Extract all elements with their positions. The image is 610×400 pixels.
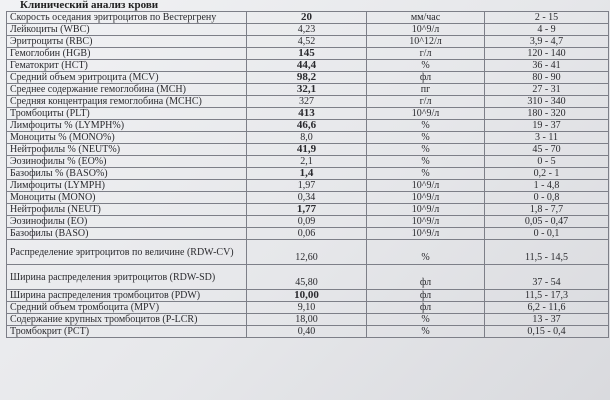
test-name-cell: Эозинофилы (EO) <box>7 216 247 228</box>
reference-range-cell: 2 - 15 <box>485 12 609 24</box>
reference-range-cell: 120 - 140 <box>485 48 609 60</box>
reference-range-cell: 0,05 - 0,47 <box>485 216 609 228</box>
table-row <box>7 156 609 168</box>
unit-cell: 10^9/л <box>367 24 485 36</box>
unit-cell: % <box>367 326 485 338</box>
table-row <box>7 120 609 132</box>
test-name-cell: Тромбокрит (PCT) <box>7 326 247 338</box>
reference-range-cell: 310 - 340 <box>485 96 609 108</box>
unit-cell: % <box>367 156 485 168</box>
test-name-cell: Базофилы % (BASO%) <box>7 168 247 180</box>
reference-range-cell: 1,8 - 7,7 <box>485 204 609 216</box>
result-value-cell: 32,1 <box>247 84 367 96</box>
table-row <box>7 108 609 120</box>
unit-cell: пг <box>367 84 485 96</box>
result-value-cell: 0,40 <box>247 326 367 338</box>
table-row <box>7 265 609 290</box>
table-row <box>7 48 609 60</box>
test-name-cell: Моноциты (MONO) <box>7 192 247 204</box>
reference-range-cell: 37 - 54 <box>485 265 609 290</box>
test-name-cell: Лимфоциты % (LYMPH%) <box>7 120 247 132</box>
result-value-cell: 327 <box>247 96 367 108</box>
test-name-cell: Лейкоциты (WBC) <box>7 24 247 36</box>
unit-cell: % <box>367 144 485 156</box>
table-row <box>7 96 609 108</box>
result-value-cell: 0,06 <box>247 228 367 240</box>
unit-cell: 10^9/л <box>367 108 485 120</box>
result-value-cell: 1,4 <box>247 168 367 180</box>
test-name-cell: Эозинофилы % (EO%) <box>7 156 247 168</box>
result-value-cell: 1,77 <box>247 204 367 216</box>
test-name-cell: Ширина распределения тромбоцитов (PDW) <box>7 290 247 302</box>
unit-cell: 10^9/л <box>367 216 485 228</box>
result-value-cell: 4,52 <box>247 36 367 48</box>
unit-cell: % <box>367 60 485 72</box>
result-value-cell: 10,00 <box>247 290 367 302</box>
reference-range-cell: 11,5 - 17,3 <box>485 290 609 302</box>
table-row <box>7 84 609 96</box>
test-name-cell: Эритроциты (RBC) <box>7 36 247 48</box>
result-value-cell: 46,6 <box>247 120 367 132</box>
table-row <box>7 12 609 24</box>
reference-range-cell: 11,5 - 14,5 <box>485 240 609 265</box>
unit-cell: 10^9/л <box>367 192 485 204</box>
test-name-cell: Средний объем эритроцита (MCV) <box>7 72 247 84</box>
table-row <box>7 204 609 216</box>
unit-cell: фл <box>367 290 485 302</box>
result-value-cell: 41,9 <box>247 144 367 156</box>
table-row <box>7 132 609 144</box>
reference-range-cell: 0 - 5 <box>485 156 609 168</box>
unit-cell: % <box>367 120 485 132</box>
table-row <box>7 326 609 338</box>
result-value-cell: 0,34 <box>247 192 367 204</box>
reference-range-cell: 6,2 - 11,6 <box>485 302 609 314</box>
reference-range-cell: 27 - 31 <box>485 84 609 96</box>
unit-cell: фл <box>367 72 485 84</box>
result-value-cell: 1,97 <box>247 180 367 192</box>
unit-cell: г/л <box>367 96 485 108</box>
blood-test-rows <box>7 12 609 338</box>
test-name-cell: Моноциты % (MONO%) <box>7 132 247 144</box>
result-value-cell: 2,1 <box>247 156 367 168</box>
test-name-cell: Базофилы (BASO) <box>7 228 247 240</box>
test-name-cell: Гемоглобин (HGB) <box>7 48 247 60</box>
unit-cell: фл <box>367 302 485 314</box>
test-name-cell: Нейтрофилы % (NEUT%) <box>7 144 247 156</box>
result-value-cell: 12,60 <box>247 240 367 265</box>
reference-range-cell: 80 - 90 <box>485 72 609 84</box>
blood-test-table <box>6 11 609 338</box>
table-row <box>7 144 609 156</box>
table-row <box>7 36 609 48</box>
test-name-cell: Ширина распределения эритроцитов (RDW-SD) <box>7 265 247 290</box>
unit-cell: г/л <box>367 48 485 60</box>
unit-cell: % <box>367 168 485 180</box>
test-name-cell: Распределение эритроцитов по величине (RDW-CV) <box>7 240 247 265</box>
unit-cell: 10^12/л <box>367 36 485 48</box>
reference-range-cell: 180 - 320 <box>485 108 609 120</box>
table-row <box>7 24 609 36</box>
result-value-cell: 0,09 <box>247 216 367 228</box>
test-name-cell: Содержание крупных тромбоцитов (P-LCR) <box>7 314 247 326</box>
unit-cell: % <box>367 240 485 265</box>
table-row <box>7 240 609 265</box>
result-value-cell: 4,23 <box>247 24 367 36</box>
table-row <box>7 314 609 326</box>
result-value-cell: 9,10 <box>247 302 367 314</box>
result-value-cell: 98,2 <box>247 72 367 84</box>
result-value-cell: 20 <box>247 12 367 24</box>
table-row <box>7 302 609 314</box>
test-name-cell: Нейтрофилы (NEUT) <box>7 204 247 216</box>
reference-range-cell: 0 - 0,8 <box>485 192 609 204</box>
table-row <box>7 180 609 192</box>
table-row <box>7 216 609 228</box>
result-value-cell: 8,0 <box>247 132 367 144</box>
reference-range-cell: 19 - 37 <box>485 120 609 132</box>
test-name-cell: Лимфоциты (LYMPH) <box>7 180 247 192</box>
test-name-cell: Гематокрит (HCT) <box>7 60 247 72</box>
table-row <box>7 228 609 240</box>
test-name-cell: Среднее содержание гемоглобина (MCH) <box>7 84 247 96</box>
reference-range-cell: 4 - 9 <box>485 24 609 36</box>
reference-range-cell: 45 - 70 <box>485 144 609 156</box>
reference-range-cell: 3,9 - 4,7 <box>485 36 609 48</box>
table-row <box>7 60 609 72</box>
unit-cell: 10^9/л <box>367 204 485 216</box>
reference-range-cell: 3 - 11 <box>485 132 609 144</box>
unit-cell: фл <box>367 265 485 290</box>
reference-range-cell: 0 - 0,1 <box>485 228 609 240</box>
result-value-cell: 413 <box>247 108 367 120</box>
result-value-cell: 18,00 <box>247 314 367 326</box>
result-value-cell: 44,4 <box>247 60 367 72</box>
unit-cell: 10^9/л <box>367 180 485 192</box>
test-name-cell: Скорость оседания эритроцитов по Вестергрену <box>7 12 247 24</box>
unit-cell: 10^9/л <box>367 228 485 240</box>
reference-range-cell: 0,15 - 0,4 <box>485 326 609 338</box>
test-name-cell: Средний объем тромбоцита (MPV) <box>7 302 247 314</box>
reference-range-cell: 1 - 4,8 <box>485 180 609 192</box>
test-name-cell: Тромбоциты (PLT) <box>7 108 247 120</box>
result-value-cell: 45,80 <box>247 265 367 290</box>
table-row <box>7 168 609 180</box>
unit-cell: % <box>367 314 485 326</box>
table-row <box>7 72 609 84</box>
result-value-cell: 145 <box>247 48 367 60</box>
test-name-cell: Средняя концентрация гемоглобина (MCHC) <box>7 96 247 108</box>
reference-range-cell: 13 - 37 <box>485 314 609 326</box>
table-row <box>7 192 609 204</box>
reference-range-cell: 0,2 - 1 <box>485 168 609 180</box>
reference-range-cell: 36 - 41 <box>485 60 609 72</box>
table-row <box>7 290 609 302</box>
unit-cell: % <box>367 132 485 144</box>
unit-cell: мм/час <box>367 12 485 24</box>
report-title: Клинический анализ крови <box>20 0 159 11</box>
